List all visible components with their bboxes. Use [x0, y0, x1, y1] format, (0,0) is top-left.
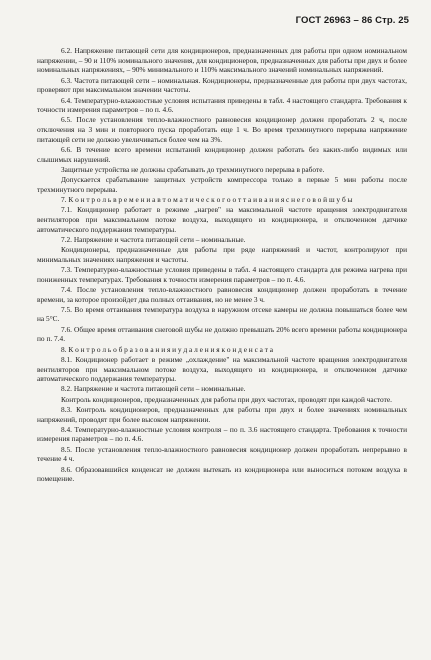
paragraph-6-2: 6.2. Напряжение питающей сети для кондиционеров, предназначенных для работы при одном номинальном напряжении, – 90 и 110% номинального значения, для кондиционеров, предназначенных для работы при двух и более номинальных напряжениях, – 90% минимального и 110% максимального значений номинальных напряжений. [37, 46, 407, 75]
paragraph-8-2-note: Контроль кондиционеров, предназначенных для работы при двух частотах, проводят при каждой частоте. [61, 394, 392, 404]
paragraph-protection: Защитные устройства не должны срабатывать до трехминутного перерыва в работе. [61, 164, 325, 174]
paragraph-7-2-note: Кондиционеры, предназначенные для работы при ряде напряжений и частот, контролируют при минимальных значениях напряжения и частоты. [37, 245, 407, 264]
paragraph-7-3: 7.3. Температурно-влажностные условия приведены в табл. 4 настоящего стандарта для режима нагрева при пониженных температурах. Требования к точности измерения параметров – по п. 4.6. [37, 264, 407, 284]
paragraph-8-4: 8.4. Температурно-влажностные условия контроля – по п. 3.6 настоящего стандарта. Требования к точности измерения параметров – по п. 4.6. [37, 424, 407, 444]
paragraph-7-5: 7.5. Во время оттаивания температура воздуха в наружном отсеке камеры не должна повышаться более чем на 5°С. [37, 304, 407, 324]
paragraph-6-4: 6.4. Температурно-влажностные условия испытания приведены в табл. 4 настоящего стандарта. Требования к точности измерения параметров – по п. 4.6. [37, 95, 407, 115]
section-heading-8: 8. К о н т р о л ь о б р а з о в а н и я и у д а л е н и я к о н д е н с а т а [61, 344, 274, 354]
paragraph-6-5: 6.5. После установления тепло-влажностного равновесия кондиционер должен проработать 2 ч, после отключения на 3 мин и повторного пуска проработать еще 1 ч. Во время трехминутного перерыва напряжение питающей сети не должно увеличиваться более чем на 3%. [37, 115, 407, 144]
paragraph-7-6: 7.6. Общее время оттаивания снеговой шубы не должно превышать 20% всего времени работы кондиционера по п. 7.4. [37, 324, 407, 344]
section-heading-7: 7. К о н т р о л ь в р е м е н и а в т о м а т и ч е с к о г о о т т а и в а н и я с н е г о в о й ш у б ы [61, 195, 353, 205]
paragraph-8-3: 8.3. Контроль кондиционеров, предназначенных для работы при двух и более значениях номинальных напряжений, проводят при более высоком напряжении. [37, 404, 407, 424]
paragraph-7-1: 7.1. Кондиционер работает в режиме „нагрев" на максимальной частоте вращения электродвигателя вентиляторов при максимальном потоке воздуха, выходящего из кондиционера, и отключенном датчике автоматического поддержания температуры. [37, 205, 407, 234]
paragraph-8-1: 8.1. Кондиционер работает в режиме „охлаждение" на максимальной частоте вращения электродвигателя вентиляторов при максимальном потоке воздуха, выходящего из кондиционера, и отключенном датчике автоматического поддержания температуры. [37, 354, 407, 384]
paragraph-8-5: 8.5. После установления тепло-влажностного равновесия кондиционер должен проработать непрерывно в течение 4 ч. [37, 444, 407, 464]
paragraph-8-6: 8.6. Образовавшийся конденсат не должен вытекать из кондиционера или выноситься потоком воздуха в помещение. [37, 464, 407, 484]
paragraph-7-4: 7.4. После установления тепло-влажностного равновесия кондиционер должен проработать в течение времени, за которое произойдет два полных оттаивания, но не менее 3 ч. [37, 284, 407, 304]
document-body [37, 46, 407, 484]
paragraph-8-2: 8.2. Напряжение и частота питающей сети – номинальные. [61, 384, 246, 394]
paragraph-6-6: 6.6. В течение всего времени испытаний кондиционер должен работать без каких-либо видимых или слышимых нарушений. [37, 145, 407, 164]
page-header: ГОСТ 26963 – 86 Стр. 25 [295, 15, 409, 26]
paragraph-7-2: 7.2. Напряжение и частота питающей сети – номинальные. [61, 234, 246, 244]
paragraph-6-3: 6.3. Частота питающей сети – номинальная. Кондиционеры, предназначенные для работы при двух частотах, проверяют при максимальном значении частоты. [37, 75, 407, 95]
paragraph-compressor: Допускается срабатывание защитных устройств компрессора только в первые 5 мин работы после трехминутного перерыва. [37, 175, 407, 194]
